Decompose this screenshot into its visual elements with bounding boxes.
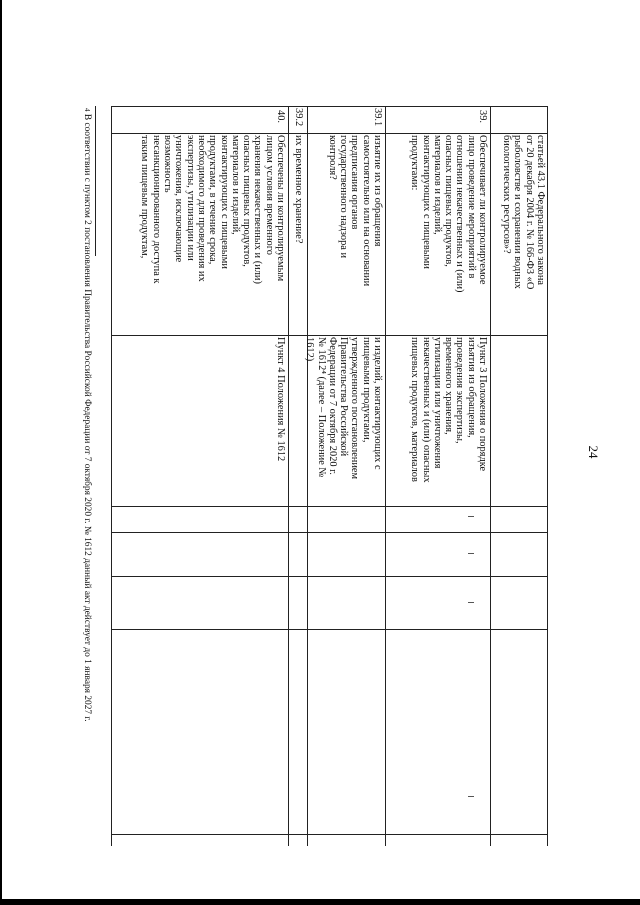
question-line: рыболовстве и сохранении водных: [512, 135, 524, 289]
question-line: уничтожения, исключающие: [173, 135, 185, 263]
question-line: от 20 декабря 2004 г. № 166-ФЗ «О: [523, 135, 535, 290]
question-line: предписания органов: [349, 135, 361, 230]
scan-edge-left: [0, 0, 2, 905]
row-number: 39.1: [372, 108, 383, 127]
reference-line: изъятия из обращения,: [465, 337, 477, 438]
reference-line: и изделий, контактирующих с: [372, 337, 383, 470]
question-cell: [492, 135, 546, 333]
question-cell: [114, 135, 286, 333]
reference-line: проведения экспертизы,: [454, 337, 466, 444]
table-border-bottom: [111, 106, 112, 846]
reference-line: временного хранения,: [443, 337, 455, 435]
question-line: возможность: [162, 135, 174, 193]
question-line: продуктами:: [409, 135, 421, 191]
question-cell: [388, 135, 488, 333]
empty-mark: [468, 796, 474, 797]
row-number: 40.: [275, 110, 286, 123]
checklist-table: [108, 106, 548, 846]
reference-line: Пункт 4 Положения № 1612: [275, 337, 286, 462]
question-line: экспертизы, утилизации или: [184, 135, 196, 261]
footnote-rule: [95, 106, 96, 256]
table-border-left: [111, 106, 548, 107]
row-number: 39.2: [293, 108, 304, 127]
question-line: статьей 43.1 Федерального закона: [535, 135, 546, 286]
reference-line: некачественных и (или) опасных: [420, 337, 432, 483]
question-cell: [309, 135, 383, 333]
question-line: государственного надзора и: [338, 135, 350, 259]
question-line: несанкционированного доступа к: [150, 135, 162, 284]
question-line: Обеспечивает ли контролируемое: [477, 135, 488, 285]
reference-line: 1612): [304, 337, 316, 362]
reference-line: пищевыми продуктами,: [360, 337, 372, 443]
column-separator: [111, 506, 548, 507]
footnote: [81, 108, 92, 722]
empty-mark: [468, 516, 474, 517]
reference-line: № 1612⁴ (далее – Положение №: [315, 337, 327, 478]
footnote-text: В соответствии с пунктом 2 постановления Правительства Российской Федерации от 7 октября 2020 г. № 1612 данный акт действует до 1 января 2027 г.: [82, 113, 92, 722]
reference-line: Пункт 3 Положения о порядке: [477, 337, 488, 472]
question-line: лицом условия временного: [263, 135, 275, 255]
column-separator: [111, 532, 548, 533]
question-line: необходимого для проведения их: [195, 135, 207, 282]
question-line: их временное хранение?: [293, 135, 304, 244]
table-border-right: [111, 834, 548, 835]
question-line: таким пищевым продуктам,: [139, 135, 151, 259]
question-line: контроля?: [326, 135, 338, 180]
question-line: отношении некачественных и (или): [454, 135, 466, 293]
page-number: 24: [586, 445, 601, 459]
row-number: 39.: [477, 110, 488, 123]
reference-line: Федерации от 7 октября 2020 г.: [326, 337, 338, 475]
column-separator: [111, 133, 548, 134]
row-separator: [288, 106, 289, 846]
empty-mark: [468, 553, 474, 554]
column-separator: [111, 629, 548, 630]
column-separator: [111, 335, 548, 336]
rotated-page-content: [82, 106, 548, 846]
question-line: материалов и изделий,: [229, 135, 241, 235]
reference-cell: [272, 337, 286, 505]
scan-edge-bottom: [0, 899, 640, 905]
question-line: контактирующих с пищевыми: [420, 135, 432, 269]
question-line: опасных пищевых продуктов,: [241, 135, 253, 267]
question-line: самостоятельно или на основании: [360, 135, 372, 287]
reference-cell: [388, 337, 488, 505]
question-line: продуктами, в течение срока,: [207, 135, 219, 265]
question-line: лицо проведение мероприятий в: [465, 135, 477, 279]
reference-line: Правительства Российской: [338, 337, 350, 457]
reference-line: утвержденного постановлением: [349, 337, 361, 480]
row-separator: [385, 106, 386, 846]
footnote-mark: 4: [83, 108, 91, 112]
table-border-top: [547, 106, 548, 846]
question-line: Обеспечены ли контролируемым: [275, 135, 286, 282]
question-line: изъятие их из обращения: [372, 135, 383, 247]
column-separator: [111, 576, 548, 577]
question-line: опасных пищевых продуктов,: [443, 135, 455, 267]
question-line: биологических ресурсов»?: [501, 135, 513, 254]
empty-mark: [468, 602, 474, 603]
reference-line: пищевых продуктов, материалов: [409, 337, 421, 482]
reference-cell: [304, 337, 383, 505]
reference-line: утилизации или уничтожения: [431, 337, 443, 469]
question-line: материалов и изделий,: [431, 135, 443, 235]
question-cell: [290, 135, 304, 333]
question-line: контактирующих с пищевыми: [218, 135, 230, 269]
row-separator: [490, 106, 491, 846]
question-line: хранения некачественных и (или): [252, 135, 264, 284]
